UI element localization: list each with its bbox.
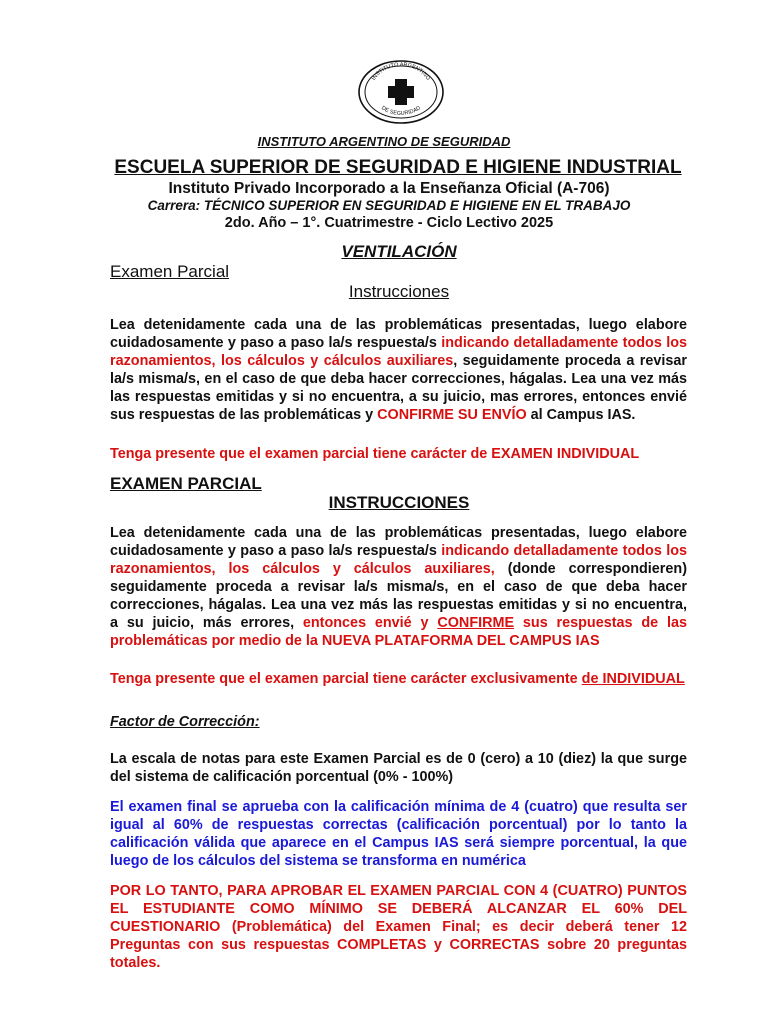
svg-text:INSTITUTO ARGENTINO: INSTITUTO ARGENTINO: [371, 61, 431, 82]
instructions-heading-caps: INSTRUCCIONES: [328, 493, 470, 512]
year-line: 2do. Año – 1°. Cuatrimestre - Ciclo Lectivo 2025: [224, 215, 554, 231]
grading-scale-paragraph: La escala de notas para este Examen Parcial es de 0 (cero) a 10 (diez) la que surge del sistema de calificación porcentual (0% - 100%): [110, 751, 687, 785]
send-highlight: entonces envié y: [302, 615, 438, 631]
instructions-text: , seguidamente proceda a revisar la/s misma/s, en el caso de que deba hacer correcciones, hágalas. Lea una vez más las respuestas emitidas y si no encuentra, a su juicio, mas errores, entonces envié sus respuestas de las problemáticas y: [110, 353, 687, 423]
institute-seal-logo: [357, 59, 445, 125]
instructions-paragraph-2: [110, 524, 687, 650]
note-text: Tenga presente que el examen parcial tiene carácter exclusivamente: [110, 671, 582, 687]
instructions-highlight: indicando detalladamente todos los razonamientos, los cálculos y cálculos auxiliares,: [110, 543, 687, 577]
individual-exam-note-2: [110, 670, 687, 688]
confirm-highlight: CONFIRME: [437, 615, 515, 631]
instructions-heading: Instrucciones: [348, 282, 450, 301]
individual-exam-note: Tenga presente que el examen parcial tiene carácter de EXAMEN INDIVIDUAL: [110, 446, 640, 462]
private-institute-line: Instituto Privado Incorporado a la Enseñanza Oficial (A-706): [168, 180, 610, 197]
instructions-paragraph: [110, 316, 687, 424]
career-line: Carrera: TÉCNICO SUPERIOR EN SEGURIDAD E HIGIENE EN EL TRABAJO: [147, 198, 631, 213]
exam-heading: Examen Parcial: [110, 262, 230, 281]
passing-requirement-note: POR LO TANTO, PARA APROBAR EL EXAMEN PARCIAL CON 4 (CUATRO) PUNTOS EL ESTUDIANTE COMO MÍNIMO SE DEBERÁ ALCANZAR EL 60% DEL CUESTIONARIO (Problemática) del Examen Final; es decir deberá tener 12 Preguntas con sus respuestas COMPLETAS y CORRECTAS sobre 20 preguntas totales.: [110, 883, 687, 971]
correction-factor-heading: Factor de Corrección:: [110, 714, 260, 730]
instructions-text: Lea detenidamente cada una de las problemáticas presentadas, luego elabore cuidadosamente y paso a paso la/s respuesta/s: [110, 525, 687, 559]
instructions-highlight: indicando detalladamente todos los razonamientos, los cálculos y cálculos auxiliares: [110, 335, 687, 369]
confirm-highlight: CONFIRME SU ENVÍO: [377, 407, 527, 423]
instructions-text: al Campus IAS.: [526, 407, 636, 423]
exam-heading-caps: EXAMEN PARCIAL: [110, 474, 262, 493]
svg-text:DE SEGURIDAD: DE SEGURIDAD: [380, 105, 422, 117]
subject-title: VENTILACIÓN: [341, 242, 457, 261]
note-underlined: de INDIVIDUAL: [581, 671, 685, 687]
school-name: ESCUELA SUPERIOR DE SEGURIDAD E HIGIENE INDUSTRIAL: [114, 157, 682, 178]
passing-grade-note: El examen final se aprueba con la calificación mínima de 4 (cuatro) que resulta ser igual al 60% de respuestas correctas (calificación porcentual) por lo tanto la calificación válida que aparece en el Campus IAS será siempre porcentual, la que luego de los cálculos del sistema se transforma en numérica: [110, 799, 687, 869]
platform-highlight: sus respuestas de las problemáticas por medio de la NUEVA PLATAFORMA DEL CAMPUS IAS: [110, 615, 687, 649]
instructions-text: (donde correspondieren) seguidamente proceda a revisar la/s misma/s, en el caso de que deba hacer correcciones, hágalas. Lea una vez más las respuestas emitidas y si no encuentra, a su juicio, más errores,: [110, 561, 687, 631]
institute-name: INSTITUTO ARGENTINO DE SEGURIDAD: [257, 134, 511, 149]
instructions-text: Lea detenidamente cada una de las problemáticas presentadas, luego elabore cuidadosamente y paso a paso la/s respuesta/s: [110, 317, 687, 351]
